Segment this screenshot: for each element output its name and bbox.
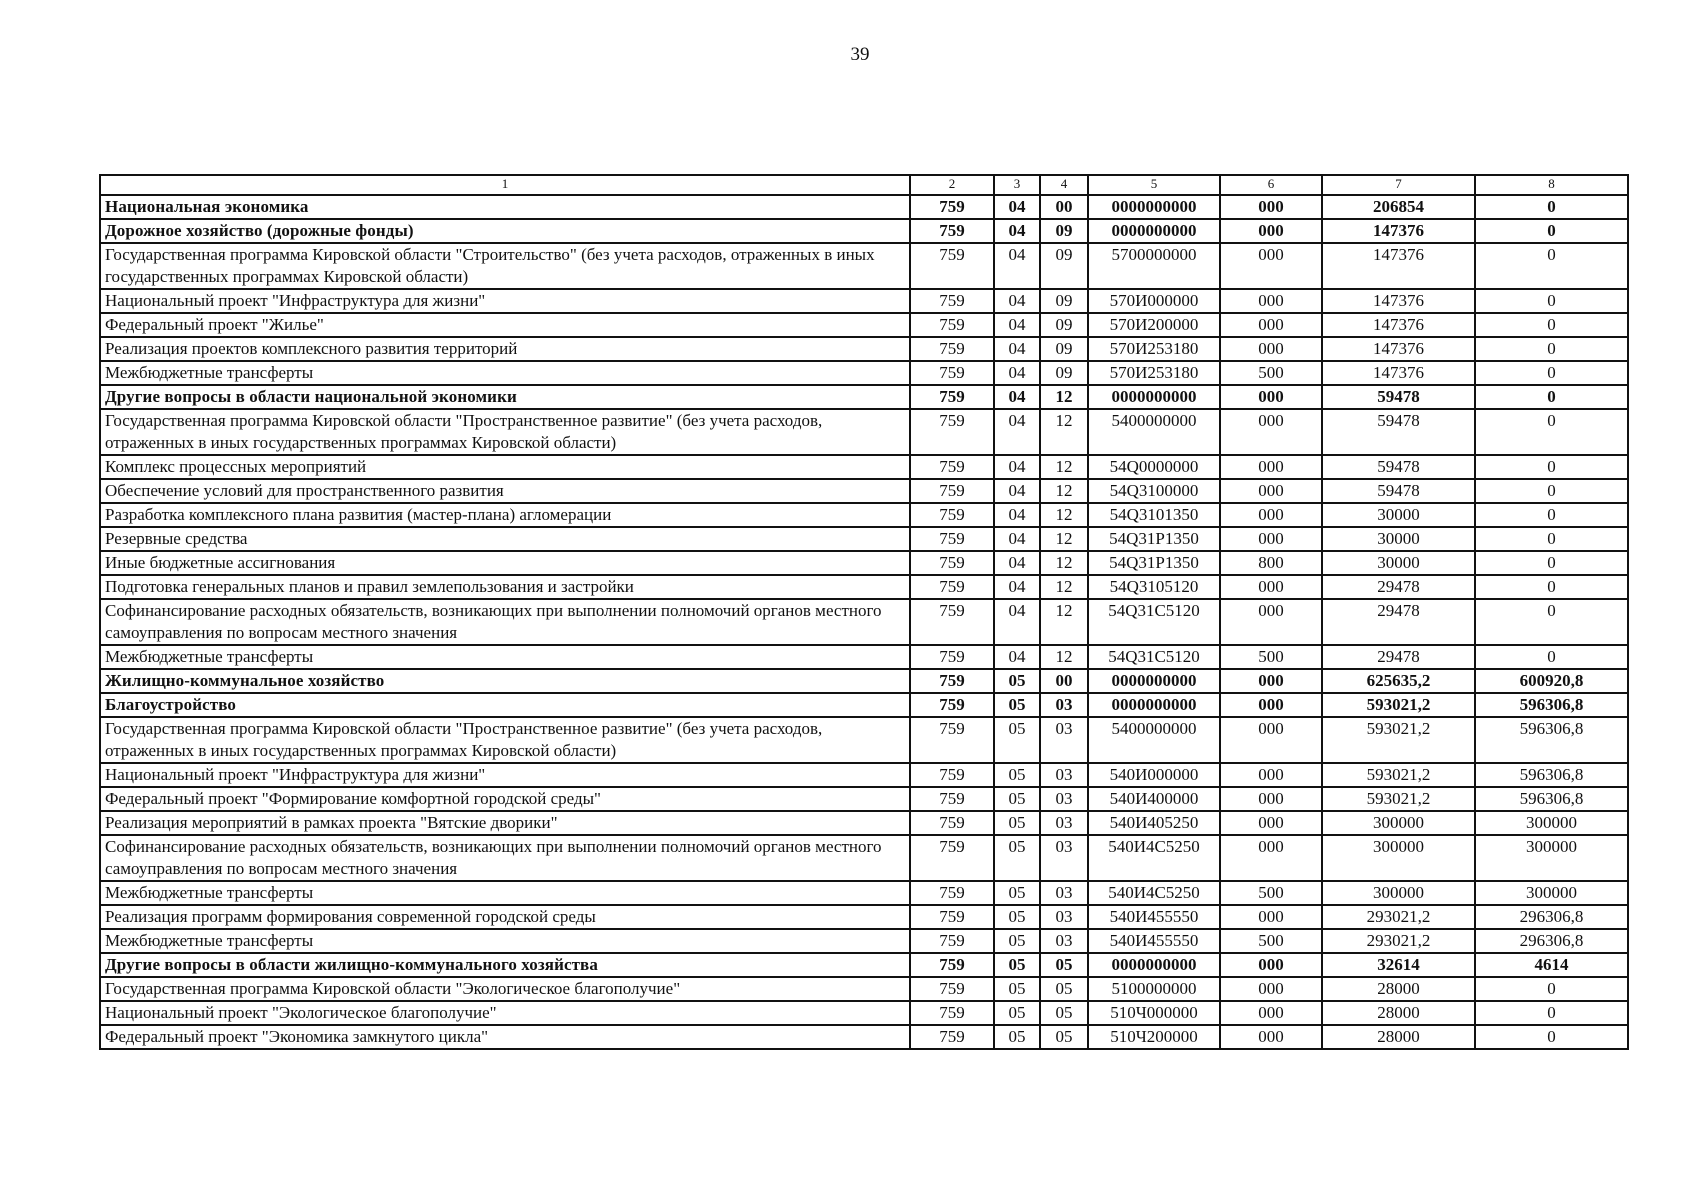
code-6: 000: [1220, 337, 1322, 361]
code-4: 03: [1040, 881, 1088, 905]
code-4: 05: [1040, 977, 1088, 1001]
code-2: 759: [910, 977, 994, 1001]
code-4: 05: [1040, 953, 1088, 977]
value-7: 293021,2: [1322, 905, 1475, 929]
code-5: 0000000000: [1088, 385, 1220, 409]
table-row: [100, 479, 1628, 503]
row-name: Обеспечение условий для пространственного развития: [100, 479, 910, 503]
column-header: 2: [910, 175, 994, 195]
code-5: 54Q31C5120: [1088, 599, 1220, 645]
table-row: [100, 645, 1628, 669]
table-body: [100, 195, 1628, 1049]
code-6: 000: [1220, 409, 1322, 455]
code-3: 05: [994, 669, 1040, 693]
code-6: 000: [1220, 717, 1322, 763]
code-4: 09: [1040, 289, 1088, 313]
code-2: 759: [910, 763, 994, 787]
code-3: 04: [994, 243, 1040, 289]
code-3: 05: [994, 787, 1040, 811]
column-header: 1: [100, 175, 910, 195]
row-name: Межбюджетные трансферты: [100, 645, 910, 669]
code-3: 05: [994, 1025, 1040, 1049]
page-number: 39: [850, 44, 870, 65]
code-2: 759: [910, 243, 994, 289]
code-3: 05: [994, 977, 1040, 1001]
code-3: 05: [994, 717, 1040, 763]
code-2: 759: [910, 717, 994, 763]
column-header: 4: [1040, 175, 1088, 195]
value-8: 0: [1475, 503, 1628, 527]
code-2: 759: [910, 787, 994, 811]
code-5: 5700000000: [1088, 243, 1220, 289]
code-3: 05: [994, 881, 1040, 905]
code-4: 03: [1040, 929, 1088, 953]
code-5: 570И000000: [1088, 289, 1220, 313]
row-name: Реализация мероприятий в рамках проекта "Вятские дворики": [100, 811, 910, 835]
code-4: 05: [1040, 1025, 1088, 1049]
code-4: 03: [1040, 811, 1088, 835]
code-5: 54Q31C5120: [1088, 645, 1220, 669]
code-6: 000: [1220, 1025, 1322, 1049]
table-row: [100, 717, 1628, 763]
value-8: 596306,8: [1475, 763, 1628, 787]
row-name: Комплекс процессных мероприятий: [100, 455, 910, 479]
value-8: 0: [1475, 455, 1628, 479]
value-8: 0: [1475, 385, 1628, 409]
table-row: [100, 693, 1628, 717]
value-8: 596306,8: [1475, 787, 1628, 811]
table-row: [100, 409, 1628, 455]
code-6: 800: [1220, 551, 1322, 575]
code-3: 05: [994, 811, 1040, 835]
code-2: 759: [910, 599, 994, 645]
code-4: 12: [1040, 599, 1088, 645]
table-row: [100, 905, 1628, 929]
code-4: 03: [1040, 693, 1088, 717]
row-name: Софинансирование расходных обязательств, возникающих при выполнении полномочий органов местного самоуправления по вопросам местного значения: [100, 835, 910, 881]
value-7: 30000: [1322, 503, 1475, 527]
value-8: 0: [1475, 599, 1628, 645]
code-6: 000: [1220, 503, 1322, 527]
code-5: 540И455550: [1088, 929, 1220, 953]
code-2: 759: [910, 929, 994, 953]
code-2: 759: [910, 811, 994, 835]
code-5: 540И400000: [1088, 787, 1220, 811]
code-4: 09: [1040, 313, 1088, 337]
code-4: 12: [1040, 551, 1088, 575]
table-row: [100, 599, 1628, 645]
code-5: 54Q3105120: [1088, 575, 1220, 599]
value-8: 296306,8: [1475, 929, 1628, 953]
code-6: 500: [1220, 881, 1322, 905]
budget-table: [99, 174, 1629, 1050]
code-4: 03: [1040, 905, 1088, 929]
code-4: 03: [1040, 763, 1088, 787]
table-row: [100, 1025, 1628, 1049]
row-name: Иные бюджетные ассигнования: [100, 551, 910, 575]
column-header: 6: [1220, 175, 1322, 195]
code-4: 05: [1040, 1001, 1088, 1025]
code-3: 04: [994, 219, 1040, 243]
value-7: 29478: [1322, 575, 1475, 599]
code-6: 000: [1220, 527, 1322, 551]
row-name: Реализация программ формирования современной городской среды: [100, 905, 910, 929]
code-3: 05: [994, 1001, 1040, 1025]
code-4: 09: [1040, 219, 1088, 243]
code-5: 510Ч200000: [1088, 1025, 1220, 1049]
row-name: Реализация проектов комплексного развития территорий: [100, 337, 910, 361]
row-name: Подготовка генеральных планов и правил землепользования и застройки: [100, 575, 910, 599]
code-5: 0000000000: [1088, 669, 1220, 693]
value-7: 300000: [1322, 835, 1475, 881]
code-4: 03: [1040, 787, 1088, 811]
value-8: 300000: [1475, 881, 1628, 905]
row-name: Национальный проект "Инфраструктура для жизни": [100, 289, 910, 313]
table-row: [100, 289, 1628, 313]
code-3: 05: [994, 953, 1040, 977]
table-row: [100, 361, 1628, 385]
code-5: 5400000000: [1088, 409, 1220, 455]
code-4: 09: [1040, 337, 1088, 361]
row-name: Резервные средства: [100, 527, 910, 551]
code-2: 759: [910, 289, 994, 313]
table-row: [100, 503, 1628, 527]
code-6: 000: [1220, 905, 1322, 929]
value-8: 0: [1475, 361, 1628, 385]
code-2: 759: [910, 905, 994, 929]
code-2: 759: [910, 551, 994, 575]
value-7: 300000: [1322, 811, 1475, 835]
code-3: 05: [994, 835, 1040, 881]
code-4: 09: [1040, 361, 1088, 385]
code-2: 759: [910, 361, 994, 385]
code-3: 04: [994, 195, 1040, 219]
code-2: 759: [910, 409, 994, 455]
code-4: 12: [1040, 503, 1088, 527]
code-6: 000: [1220, 811, 1322, 835]
code-3: 04: [994, 575, 1040, 599]
row-name: Софинансирование расходных обязательств, возникающих при выполнении полномочий органов местного самоуправления по вопросам местного значения: [100, 599, 910, 645]
code-2: 759: [910, 385, 994, 409]
row-name: Государственная программа Кировской области "Строительство" (без учета расходов, отраженных в иных государственных программах Кировской области): [100, 243, 910, 289]
code-3: 04: [994, 527, 1040, 551]
code-4: 03: [1040, 835, 1088, 881]
value-8: 0: [1475, 479, 1628, 503]
code-4: 12: [1040, 385, 1088, 409]
value-7: 28000: [1322, 1025, 1475, 1049]
code-3: 04: [994, 313, 1040, 337]
row-name: Разработка комплексного плана развития (мастер-плана) агломерации: [100, 503, 910, 527]
code-5: 0000000000: [1088, 219, 1220, 243]
code-4: 12: [1040, 645, 1088, 669]
value-7: 593021,2: [1322, 763, 1475, 787]
value-8: 596306,8: [1475, 717, 1628, 763]
value-7: 59478: [1322, 385, 1475, 409]
code-6: 000: [1220, 455, 1322, 479]
table-row: [100, 835, 1628, 881]
value-7: 293021,2: [1322, 929, 1475, 953]
value-8: 0: [1475, 313, 1628, 337]
table-row: [100, 953, 1628, 977]
value-7: 147376: [1322, 243, 1475, 289]
code-3: 04: [994, 409, 1040, 455]
value-8: 300000: [1475, 835, 1628, 881]
code-2: 759: [910, 1001, 994, 1025]
code-6: 000: [1220, 575, 1322, 599]
code-6: 000: [1220, 977, 1322, 1001]
value-7: 625635,2: [1322, 669, 1475, 693]
value-7: 30000: [1322, 551, 1475, 575]
row-name: Федеральный проект "Жилье": [100, 313, 910, 337]
value-7: 593021,2: [1322, 787, 1475, 811]
code-3: 04: [994, 479, 1040, 503]
row-name: Государственная программа Кировской области "Пространственное развитие" (без учета расходов, отраженных в иных государственных программах Кировской области): [100, 409, 910, 455]
table-row: [100, 243, 1628, 289]
code-5: 570И200000: [1088, 313, 1220, 337]
code-3: 04: [994, 551, 1040, 575]
code-6: 500: [1220, 929, 1322, 953]
value-7: 593021,2: [1322, 717, 1475, 763]
table-row: [100, 195, 1628, 219]
value-7: 147376: [1322, 289, 1475, 313]
code-5: 570И253180: [1088, 361, 1220, 385]
value-7: 32614: [1322, 953, 1475, 977]
code-5: 540И455550: [1088, 905, 1220, 929]
row-name: Другие вопросы в области национальной экономики: [100, 385, 910, 409]
code-3: 04: [994, 385, 1040, 409]
column-header: 8: [1475, 175, 1628, 195]
code-3: 04: [994, 289, 1040, 313]
value-8: 300000: [1475, 811, 1628, 835]
value-7: 300000: [1322, 881, 1475, 905]
code-5: 54Q3101350: [1088, 503, 1220, 527]
table-row: [100, 385, 1628, 409]
value-7: 59478: [1322, 455, 1475, 479]
code-3: 04: [994, 455, 1040, 479]
row-name: Межбюджетные трансферты: [100, 361, 910, 385]
code-5: 540И000000: [1088, 763, 1220, 787]
code-4: 12: [1040, 527, 1088, 551]
column-header: 5: [1088, 175, 1220, 195]
value-7: 28000: [1322, 977, 1475, 1001]
code-5: 5400000000: [1088, 717, 1220, 763]
table-row: [100, 669, 1628, 693]
row-name: Благоустройство: [100, 693, 910, 717]
row-name: Государственная программа Кировской области "Экологическое благополучие": [100, 977, 910, 1001]
code-2: 759: [910, 337, 994, 361]
code-2: 759: [910, 669, 994, 693]
code-3: 05: [994, 929, 1040, 953]
table-row: [100, 763, 1628, 787]
code-5: 0000000000: [1088, 693, 1220, 717]
code-6: 000: [1220, 479, 1322, 503]
code-3: 04: [994, 337, 1040, 361]
code-6: 000: [1220, 835, 1322, 881]
value-8: 296306,8: [1475, 905, 1628, 929]
code-2: 759: [910, 645, 994, 669]
table-row: [100, 787, 1628, 811]
code-2: 759: [910, 313, 994, 337]
value-8: 0: [1475, 575, 1628, 599]
row-name: Национальный проект "Инфраструктура для жизни": [100, 763, 910, 787]
value-8: 0: [1475, 1025, 1628, 1049]
value-7: 29478: [1322, 599, 1475, 645]
row-name: Жилищно-коммунальное хозяйство: [100, 669, 910, 693]
table-row: [100, 551, 1628, 575]
value-8: 0: [1475, 289, 1628, 313]
code-5: 0000000000: [1088, 953, 1220, 977]
code-3: 04: [994, 503, 1040, 527]
row-name: Межбюджетные трансферты: [100, 929, 910, 953]
value-8: 4614: [1475, 953, 1628, 977]
code-4: 00: [1040, 195, 1088, 219]
table-row: [100, 337, 1628, 361]
code-4: 12: [1040, 455, 1088, 479]
row-name: Национальная экономика: [100, 195, 910, 219]
code-6: 000: [1220, 787, 1322, 811]
code-6: 000: [1220, 243, 1322, 289]
column-header: 3: [994, 175, 1040, 195]
value-7: 30000: [1322, 527, 1475, 551]
value-7: 206854: [1322, 195, 1475, 219]
value-8: 0: [1475, 1001, 1628, 1025]
code-3: 05: [994, 763, 1040, 787]
value-8: 0: [1475, 195, 1628, 219]
table-row: [100, 313, 1628, 337]
table-row: [100, 527, 1628, 551]
value-7: 59478: [1322, 409, 1475, 455]
code-5: 54Q31P1350: [1088, 551, 1220, 575]
code-2: 759: [910, 195, 994, 219]
code-4: 03: [1040, 717, 1088, 763]
row-name: Другие вопросы в области жилищно-коммунального хозяйства: [100, 953, 910, 977]
value-7: 147376: [1322, 337, 1475, 361]
row-name: Федеральный проект "Формирование комфортной городской среды": [100, 787, 910, 811]
table-row: [100, 219, 1628, 243]
code-2: 759: [910, 219, 994, 243]
code-6: 500: [1220, 645, 1322, 669]
code-2: 759: [910, 503, 994, 527]
value-8: 0: [1475, 409, 1628, 455]
value-7: 147376: [1322, 361, 1475, 385]
value-8: 0: [1475, 243, 1628, 289]
code-4: 00: [1040, 669, 1088, 693]
code-2: 759: [910, 835, 994, 881]
code-3: 05: [994, 905, 1040, 929]
code-2: 759: [910, 1025, 994, 1049]
code-6: 000: [1220, 289, 1322, 313]
code-2: 759: [910, 479, 994, 503]
code-2: 759: [910, 881, 994, 905]
value-8: 0: [1475, 337, 1628, 361]
value-8: 600920,8: [1475, 669, 1628, 693]
value-7: 29478: [1322, 645, 1475, 669]
value-8: 0: [1475, 219, 1628, 243]
code-6: 000: [1220, 219, 1322, 243]
code-5: 54Q3100000: [1088, 479, 1220, 503]
row-name: Национальный проект "Экологическое благополучие": [100, 1001, 910, 1025]
code-6: 000: [1220, 599, 1322, 645]
code-5: 0000000000: [1088, 195, 1220, 219]
code-2: 759: [910, 953, 994, 977]
table-row: [100, 977, 1628, 1001]
code-5: 540И4С5250: [1088, 835, 1220, 881]
row-name: Дорожное хозяйство (дорожные фонды): [100, 219, 910, 243]
code-2: 759: [910, 693, 994, 717]
value-8: 0: [1475, 527, 1628, 551]
column-header: 7: [1322, 175, 1475, 195]
table-row: [100, 811, 1628, 835]
code-6: 000: [1220, 669, 1322, 693]
value-7: 147376: [1322, 219, 1475, 243]
code-5: 540И4С5250: [1088, 881, 1220, 905]
code-6: 000: [1220, 195, 1322, 219]
code-2: 759: [910, 527, 994, 551]
code-4: 12: [1040, 575, 1088, 599]
code-6: 000: [1220, 1001, 1322, 1025]
value-8: 0: [1475, 551, 1628, 575]
code-6: 000: [1220, 953, 1322, 977]
code-2: 759: [910, 455, 994, 479]
table-row: [100, 929, 1628, 953]
value-7: 59478: [1322, 479, 1475, 503]
value-8: 596306,8: [1475, 693, 1628, 717]
row-name: Федеральный проект "Экономика замкнутого цикла": [100, 1025, 910, 1049]
table-row: [100, 1001, 1628, 1025]
code-4: 12: [1040, 479, 1088, 503]
code-5: 54Q0000000: [1088, 455, 1220, 479]
code-3: 04: [994, 599, 1040, 645]
code-6: 000: [1220, 763, 1322, 787]
row-name: Межбюджетные трансферты: [100, 881, 910, 905]
value-7: 28000: [1322, 1001, 1475, 1025]
code-3: 05: [994, 693, 1040, 717]
value-8: 0: [1475, 645, 1628, 669]
code-6: 500: [1220, 361, 1322, 385]
code-6: 000: [1220, 313, 1322, 337]
value-7: 147376: [1322, 313, 1475, 337]
table-row: [100, 575, 1628, 599]
code-2: 759: [910, 575, 994, 599]
code-3: 04: [994, 645, 1040, 669]
code-5: 510Ч000000: [1088, 1001, 1220, 1025]
table-row: [100, 455, 1628, 479]
code-5: 570И253180: [1088, 337, 1220, 361]
code-5: 54Q31P1350: [1088, 527, 1220, 551]
table-row: [100, 881, 1628, 905]
header-row: [100, 175, 1628, 195]
value-7: 593021,2: [1322, 693, 1475, 717]
code-6: 000: [1220, 693, 1322, 717]
value-8: 0: [1475, 977, 1628, 1001]
code-4: 12: [1040, 409, 1088, 455]
code-4: 09: [1040, 243, 1088, 289]
code-5: 540И405250: [1088, 811, 1220, 835]
code-5: 5100000000: [1088, 977, 1220, 1001]
code-6: 000: [1220, 385, 1322, 409]
code-3: 04: [994, 361, 1040, 385]
row-name: Государственная программа Кировской области "Пространственное развитие" (без учета расходов, отраженных в иных государственных программах Кировской области): [100, 717, 910, 763]
